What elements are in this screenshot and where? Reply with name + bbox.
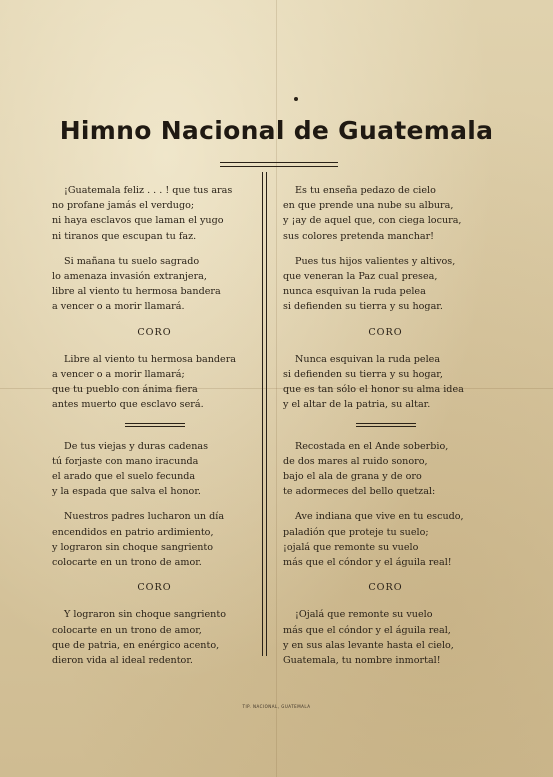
verse-line: te adormeces del bello quetzal: xyxy=(283,486,436,498)
stanza xyxy=(52,254,257,315)
verse-line: Pues tus hijos valientes y altivos, xyxy=(295,255,456,267)
stanza xyxy=(52,509,257,570)
verse-line: ni tiranos que escupan tu faz. xyxy=(52,230,197,242)
stanza xyxy=(283,352,488,413)
stanza xyxy=(283,509,488,570)
verse-line: Guatemala, tu nombre inmortal! xyxy=(283,655,441,667)
title-rule-top xyxy=(220,162,338,163)
ornament-dot xyxy=(294,97,298,101)
left-stanzas-d xyxy=(52,607,257,668)
verse-line: sus colores pretenda manchar! xyxy=(283,230,435,242)
column-divider-left xyxy=(262,172,263,656)
verse-line: encendidos en patrio ardimiento, xyxy=(52,526,214,538)
verse-line: y la espada que salva el honor. xyxy=(52,486,201,498)
verse-line: a vencer o a morir llamará. xyxy=(52,301,185,313)
verse-line: Y lograron sin choque sangriento xyxy=(64,609,226,621)
verse-line: Si mañana tu suelo sagrado xyxy=(64,255,200,267)
verse-line: y ¡ay de aquel que, con ciega locura, xyxy=(283,215,462,227)
verse-line: ¡ojalá que remonte su vuelo xyxy=(283,541,419,553)
verse-line: dieron vida al ideal redentor. xyxy=(52,655,193,667)
printer-mark: TIP. NACIONAL, GUATEMALA xyxy=(242,704,311,709)
verse-line: bajo el ala de grana y de oro xyxy=(283,471,422,483)
verse-line: nunca esquivan la ruda pelea xyxy=(283,286,426,298)
page-title: Himno Nacional de Guatemala xyxy=(59,116,494,145)
verse-line: antes muerto que esclavo será. xyxy=(52,399,204,411)
stanza xyxy=(283,254,488,315)
right-coro-2-label: CORO xyxy=(368,582,403,594)
right-coro-1-label: CORO xyxy=(368,326,403,338)
verse-line: Nuestros padres lucharon un día xyxy=(64,511,225,523)
column-divider-right xyxy=(266,172,267,656)
stanza xyxy=(52,439,257,500)
verse-line: que tu pueblo con ánima fiera xyxy=(52,384,198,396)
verse-line: De tus viejas y duras cadenas xyxy=(64,440,209,452)
left-double-rule-separator xyxy=(125,423,185,427)
stanza xyxy=(52,352,257,413)
verse-line: colocarte en un trono de amor. xyxy=(52,557,202,569)
right-column xyxy=(283,183,488,678)
left-column xyxy=(52,183,257,678)
right-stanzas-c xyxy=(283,439,488,571)
verse-line: Es tu enseña pedazo de cielo xyxy=(295,185,436,196)
verse-line: de dos mares al ruido sonoro, xyxy=(283,455,428,467)
stanza xyxy=(283,183,488,244)
verse-line: más que el cóndor y el águila real, xyxy=(283,624,451,636)
verse-line: Ave indiana que vive en tu escudo, xyxy=(295,511,464,523)
verse-line: que es tan sólo el honor su alma idea xyxy=(283,384,464,396)
left-coro-1-label: CORO xyxy=(137,326,172,338)
left-stanzas-c xyxy=(52,439,257,571)
right-stanzas-b xyxy=(283,352,488,413)
right-stanzas-d xyxy=(283,607,488,668)
verse-line: colocarte en un trono de amor, xyxy=(52,624,202,636)
verse-line: el arado que el suelo fecunda xyxy=(52,471,196,483)
verse-line: a vencer o a morir llamará; xyxy=(52,369,185,381)
verse-line: tú forjaste con mano iracunda xyxy=(52,455,199,467)
stanza xyxy=(52,607,257,668)
verse-line: Nunca esquivan la ruda pelea xyxy=(295,353,441,365)
left-coro-2-label: CORO xyxy=(137,582,172,594)
right-double-rule-separator xyxy=(356,423,416,427)
verse-line: en que prende una nube su albura, xyxy=(283,200,454,212)
verse-line: Libre al viento tu hermosa bandera xyxy=(64,353,237,365)
verse-line: libre al viento tu hermosa bandera xyxy=(52,286,221,298)
verse-line: no profane jamás el verdugo; xyxy=(52,200,195,212)
verse-line: y el altar de la patria, su altar. xyxy=(283,399,431,411)
verse-line: más que el cóndor y el águila real! xyxy=(283,557,452,569)
stanza xyxy=(283,439,488,500)
stanza xyxy=(283,607,488,668)
left-stanzas-a xyxy=(52,183,257,315)
verse-line: ¡Ojalá que remonte su vuelo xyxy=(295,609,433,621)
verse-line: y en sus alas levante hasta el cielo, xyxy=(283,639,454,651)
title-rule-bottom xyxy=(220,166,338,167)
verse-line: que veneran la Paz cual presea, xyxy=(283,271,438,283)
right-stanzas-a xyxy=(283,183,488,315)
left-stanzas-b xyxy=(52,352,257,413)
verse-line: que de patria, en enérgico acento, xyxy=(52,639,220,651)
verse-line: paladión que proteje tu suelo; xyxy=(283,526,429,538)
stanza xyxy=(52,183,257,244)
verse-line: ¡Guatemala feliz . . . ! que tus aras xyxy=(64,185,233,196)
verse-line: ni haya esclavos que laman el yugo xyxy=(52,215,224,227)
verse-line: lo amenaza invasión extranjera, xyxy=(52,271,207,283)
verse-line: si defienden su tierra y su hogar, xyxy=(283,369,443,381)
verse-line: Recostada en el Ande soberbio, xyxy=(295,440,449,452)
verse-line: y lograron sin choque sangriento xyxy=(52,541,214,553)
verse-line: si defienden su tierra y su hogar. xyxy=(283,301,443,313)
